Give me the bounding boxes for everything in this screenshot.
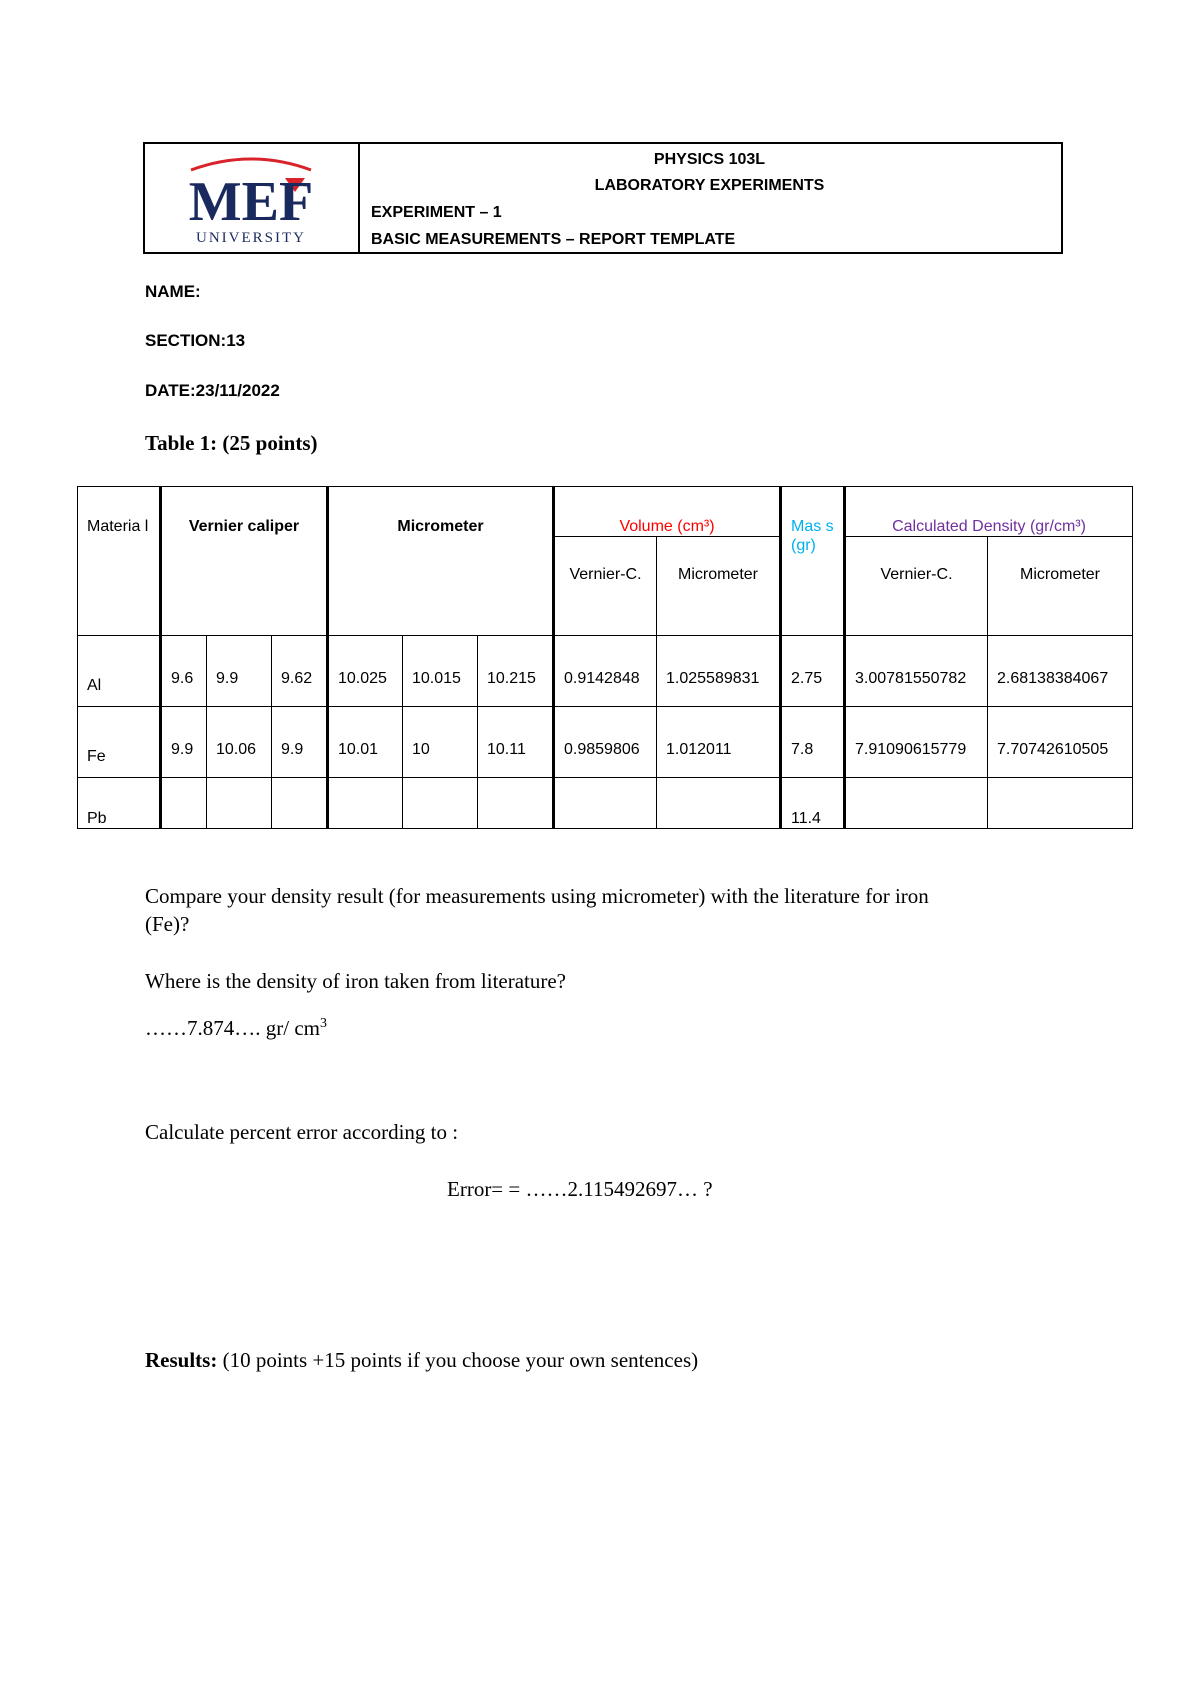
logo-subtext: UNIVERSITY — [196, 230, 306, 246]
experiment-number: EXPERIMENT – 1 — [371, 204, 502, 221]
vernier-reading: 9.9 — [272, 707, 328, 778]
literature-value — [145, 1016, 327, 1041]
logo-mark-text: MEF — [188, 171, 314, 233]
header-mass: Mas s (gr) — [781, 487, 845, 636]
header-density-micrometer: Micrometer — [988, 537, 1133, 636]
density-vernier-cell: 7.91090615779 — [845, 707, 988, 778]
volume-micrometer-cell — [657, 778, 781, 829]
header-density-vernier: Vernier-C. — [845, 537, 988, 636]
lab-title: LABORATORY EXPERIMENTS — [594, 177, 825, 194]
measurement-table — [77, 486, 1133, 829]
report-title: BASIC MEASUREMENTS – REPORT TEMPLATE — [371, 231, 736, 248]
section-field: SECTION:13 — [145, 331, 246, 350]
volume-micrometer-cell: 1.025589831 — [657, 636, 781, 707]
volume-vernier-cell: 0.9142848 — [554, 636, 657, 707]
volume-micrometer-cell: 1.012011 — [657, 707, 781, 778]
header-density: Calculated Density (gr/cm³) — [845, 487, 1133, 537]
mass-cell: 11.4 — [781, 778, 845, 829]
micrometer-reading: 10.025 — [328, 636, 403, 707]
vernier-reading — [272, 778, 328, 829]
header-volume: Volume (cm³) — [554, 487, 781, 537]
mass-cell: 7.8 — [781, 707, 845, 778]
logo-cell — [145, 144, 360, 252]
volume-vernier-cell: 0.9859806 — [554, 707, 657, 778]
micrometer-reading — [403, 778, 478, 829]
vernier-reading: 9.6 — [161, 636, 207, 707]
density-micrometer-cell: 7.70742610505 — [988, 707, 1133, 778]
micrometer-reading: 10.11 — [478, 707, 554, 778]
material-cell: Al — [78, 636, 161, 707]
micrometer-reading: 10.015 — [403, 636, 478, 707]
density-vernier-cell: 3.00781550782 — [845, 636, 988, 707]
table-row — [78, 636, 1133, 707]
results-section — [145, 1348, 698, 1373]
vernier-reading: 9.62 — [272, 636, 328, 707]
vernier-reading: 10.06 — [207, 707, 272, 778]
micrometer-reading — [478, 778, 554, 829]
micrometer-reading: 10 — [403, 707, 478, 778]
vernier-reading — [161, 778, 207, 829]
table-title: Table 1: (25 points) — [145, 431, 318, 455]
micrometer-reading — [328, 778, 403, 829]
university-logo — [145, 144, 358, 252]
name-field: NAME: — [145, 282, 201, 301]
header-box — [143, 142, 1063, 254]
percent-error-instruction: Calculate percent error according to : — [145, 1120, 459, 1144]
error-result: Error= = ……2.115492697… ? — [447, 1177, 713, 1201]
compare-question-line1: Compare your density result (for measurements using micrometer) with the literature for iron — [145, 884, 929, 908]
table-row — [78, 707, 1133, 778]
header-volume-vernier: Vernier-C. — [554, 537, 657, 636]
vernier-reading: 9.9 — [161, 707, 207, 778]
course-title: PHYSICS 103L — [653, 151, 766, 168]
results-text: (10 points +15 points if you choose your own sentences) — [217, 1348, 699, 1372]
table-row — [78, 778, 1133, 829]
header-material: Materia l — [78, 487, 161, 636]
density-micrometer-cell: 2.68138384067 — [988, 636, 1133, 707]
literature-exponent: 3 — [319, 1016, 327, 1031]
compare-question-line2: (Fe)? — [145, 912, 190, 936]
micrometer-reading: 10.01 — [328, 707, 403, 778]
header-volume-micrometer: Micrometer — [657, 537, 781, 636]
header-vernier-caliper: Vernier caliper — [161, 487, 328, 636]
literature-question: Where is the density of iron taken from literature? — [145, 969, 567, 993]
results-label: Results: — [145, 1348, 218, 1372]
material-cell: Fe — [78, 707, 161, 778]
density-vernier-cell — [845, 778, 988, 829]
header-micrometer: Micrometer — [328, 487, 554, 636]
date-field: DATE:23/11/2022 — [145, 381, 280, 400]
vernier-reading — [207, 778, 272, 829]
volume-vernier-cell — [554, 778, 657, 829]
micrometer-reading: 10.215 — [478, 636, 554, 707]
mass-cell: 2.75 — [781, 636, 845, 707]
literature-value-text: ……7.874…. gr/ cm — [145, 1016, 320, 1040]
density-micrometer-cell — [988, 778, 1133, 829]
material-cell: Pb — [78, 778, 161, 829]
vernier-reading: 9.9 — [207, 636, 272, 707]
